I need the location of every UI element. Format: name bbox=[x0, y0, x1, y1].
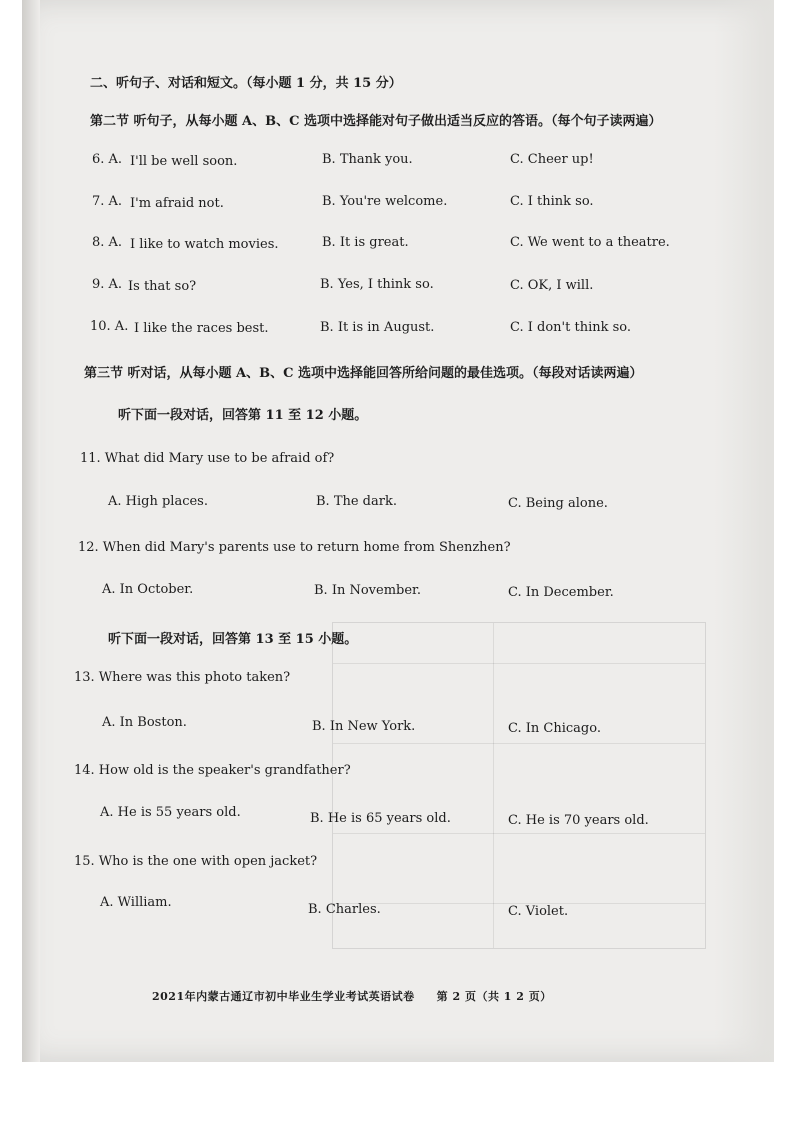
option-b: B. Charles. bbox=[308, 902, 381, 917]
dialogue-instruction-2: 听下面一段对话，回答第 13 至 15 小题。 bbox=[108, 632, 358, 647]
question-number: 7. A. bbox=[92, 194, 123, 209]
footer-page-number: 第 2 页（共 1 2 页） bbox=[436, 990, 552, 1003]
option-a: A. In October. bbox=[102, 582, 194, 597]
exam-page bbox=[22, 0, 774, 1062]
option-b: B. It is great. bbox=[322, 235, 409, 250]
page-right-shadow bbox=[714, 0, 774, 1062]
option-a: Is that so? bbox=[128, 279, 197, 294]
option-c: C. I think so. bbox=[510, 194, 594, 209]
option-a: I'm afraid not. bbox=[130, 196, 224, 211]
option-a: A. William. bbox=[100, 895, 172, 910]
option-c: C. Being alone. bbox=[508, 496, 608, 511]
footer-title: 2021年内蒙古通辽市初中毕业生学业考试英语试卷 bbox=[152, 990, 415, 1003]
question-stem: 11. What did Mary use to be afraid of? bbox=[80, 451, 335, 466]
question-number: 9. A. bbox=[92, 277, 123, 292]
page-footer bbox=[152, 988, 552, 1004]
option-c: C. Cheer up! bbox=[510, 152, 594, 167]
option-a: A. He is 55 years old. bbox=[100, 805, 241, 820]
option-a: A. In Boston. bbox=[102, 715, 187, 730]
question-number: 8. A. bbox=[92, 235, 123, 250]
part2-title: 第二节 听句子，从每小题 A、B、C 选项中选择能对句子做出适当反应的答语。（每个句子读两遍） bbox=[90, 114, 662, 129]
option-b: B. In New York. bbox=[312, 719, 416, 734]
option-b: B. Yes, I think so. bbox=[320, 277, 434, 292]
option-a: A. High places. bbox=[108, 494, 208, 509]
option-c: C. Violet. bbox=[508, 904, 569, 919]
option-c: C. I don't think so. bbox=[510, 320, 632, 335]
option-b: B. You're welcome. bbox=[322, 194, 448, 209]
question-stem: 14. How old is the speaker's grandfather? bbox=[74, 763, 351, 778]
option-b: B. It is in August. bbox=[320, 320, 435, 335]
question-stem: 15. Who is the one with open jacket? bbox=[74, 854, 318, 869]
option-a: I'll be well soon. bbox=[130, 154, 238, 169]
option-b: B. Thank you. bbox=[322, 152, 413, 167]
bleed-through-table bbox=[332, 622, 706, 949]
option-b: B. He is 65 years old. bbox=[310, 811, 451, 826]
option-c: C. In December. bbox=[508, 585, 614, 600]
dialogue-instruction-1: 听下面一段对话，回答第 11 至 12 小题。 bbox=[118, 408, 368, 423]
page-left-edge bbox=[22, 0, 40, 1062]
question-number: 10. A. bbox=[90, 319, 129, 334]
option-b: B. In November. bbox=[314, 583, 421, 598]
option-b: B. The dark. bbox=[316, 494, 397, 509]
option-a: I like to watch movies. bbox=[130, 237, 279, 252]
option-c: C. OK, I will. bbox=[510, 278, 594, 293]
section-title: 二、听句子、对话和短文。（每小题 1 分，共 15 分） bbox=[90, 76, 402, 91]
option-c: C. We went to a theatre. bbox=[510, 235, 670, 250]
question-stem: 12. When did Mary's parents use to return home from Shenzhen? bbox=[78, 540, 511, 555]
part3-title: 第三节 听对话，从每小题 A、B、C 选项中选择能回答所给问题的最佳选项。（每段对话读两遍） bbox=[84, 366, 643, 381]
question-stem: 13. Where was this photo taken? bbox=[74, 670, 291, 685]
option-a: I like the races best. bbox=[134, 321, 269, 336]
option-c: C. In Chicago. bbox=[508, 721, 601, 736]
option-c: C. He is 70 years old. bbox=[508, 813, 649, 828]
question-number: 6. A. bbox=[92, 152, 123, 167]
